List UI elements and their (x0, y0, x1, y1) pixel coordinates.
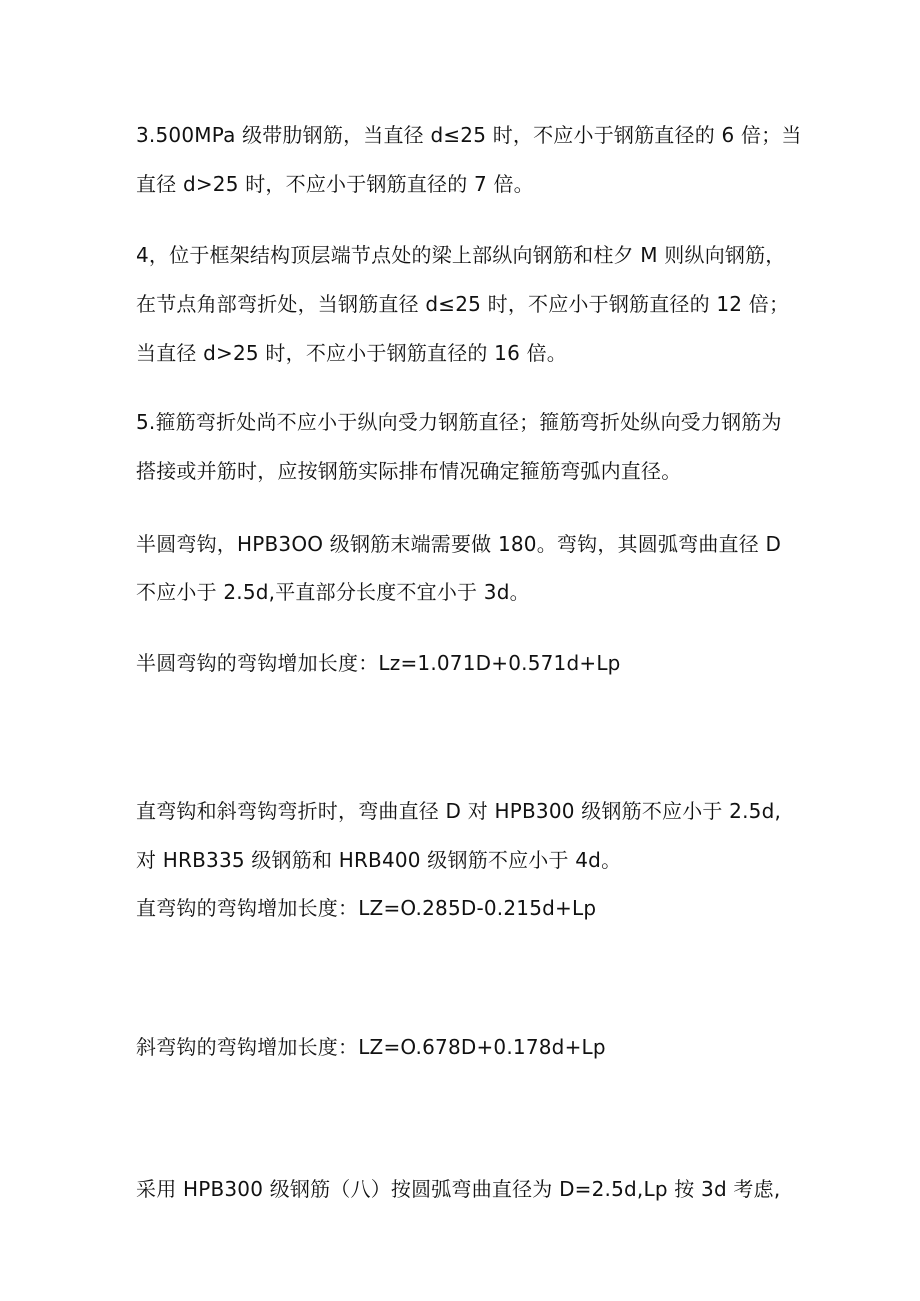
text-line: 搭接或并筋时，应按钢筋实际排布情况确定箍筋弯弧内直径。 (136, 459, 682, 483)
formula-line: 直弯钩的弯钩增加长度：LZ=O.285D-0.215d+Lp (136, 896, 597, 920)
text-line: 对 HRB335 级钢筋和 HRB400 级钢筋不应小于 4d。 (136, 848, 622, 872)
text-line: 直径 d>25 时，不应小于钢筋直径的 7 倍。 (136, 172, 534, 196)
text-line: 当直径 d>25 时，不应小于钢筋直径的 16 倍。 (136, 341, 567, 365)
text-line: 在节点角部弯折处，当钢筋直径 d≤25 时，不应小于钢筋直径的 12 倍； (136, 292, 790, 316)
text-line: 不应小于 2.5d,平直部分长度不宜小于 3d。 (136, 580, 530, 604)
text-line: 4，位于框架结构顶层端节点处的梁上部纵向钢筋和柱夕 M 则纵向钢筋， (136, 243, 786, 267)
formula-line: 半圆弯钩的弯钩增加长度：Lz=1.071D+0.571d+Lp (136, 651, 621, 675)
text-line: 直弯钩和斜弯钩弯折时，弯曲直径 D 对 HPB300 级钢筋不应小于 2.5d, (136, 799, 782, 823)
formula-line: 斜弯钩的弯钩增加长度：LZ=O.678D+0.178d+Lp (136, 1035, 606, 1059)
text-line: 3.500MPa 级带肋钢筋，当直径 d≤25 时，不应小于钢筋直径的 6 倍；当 (136, 123, 802, 147)
text-line: 半圆弯钩，HPB3OO 级钢筋末端需要做 180。弯钩，其圆弧弯曲直径 D (136, 532, 782, 556)
text-line: 5.箍筋弯折处尚不应小于纵向受力钢筋直径；箍筋弯折处纵向受力钢筋为 (136, 410, 782, 434)
text-line: 采用 HPB300 级钢筋（八）按圆弧弯曲直径为 D=2.5d,Lp 按 3d 考虑, (136, 1177, 781, 1201)
